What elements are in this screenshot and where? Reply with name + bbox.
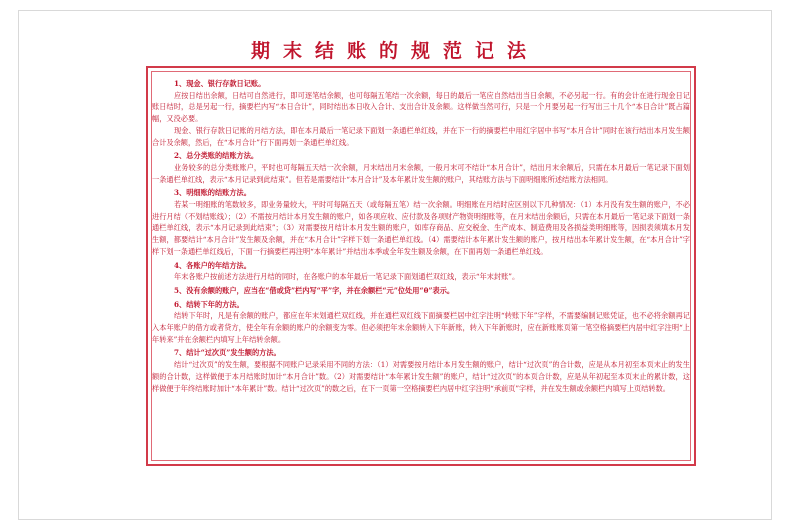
section-3: [152, 187, 690, 257]
zero-symbol-icon: θ: [423, 285, 429, 295]
document-body: [152, 78, 690, 394]
section-heading: 1、现金、银行存款日记账。: [174, 79, 266, 88]
section-paragraph: 年末各账户按前述方法进行月结的同时，在各账户的本年最后一笔记录下面划通栏双红线，表示“年末封账”。: [174, 272, 520, 282]
section-heading: 2、总分类账的结账方法。: [174, 151, 259, 161]
section-5: [152, 285, 690, 297]
section-heading: 6、结转下年的方法。: [174, 299, 244, 309]
section-paragraph: 现金、银行存款日记账的月结方法，即在本月最后一笔记录下面划一条通栏单红线，并在下一行的摘要栏中用红字居中书写“本月合计”同时在该行结出本月发生额合计及余额，然后，在“本月合计”行下面再划一条通栏单红线。: [152, 125, 690, 147]
section-paragraph: 结计“过次页”的发生额，要根据不同账户记录采用不同的方法：（1）对需要按月结计本月发生额的账户，结计“过次页”的合计数，应是从本月初至本页末止的发生额的合计数，这样做便于本月结账时加计“本月合计”数。（2）对需要结计“本年累计发生额”的账户，结计“过次页”的本页合计数，应是从年初起至本页末止的累计数，这样做便于年终结账时加计“本年累计”数。结计“过次页”的数之后，在下一页第一空格摘要栏内居中红字注明“承前页”字样，并在发生额或余额栏内填写上页结转数。: [152, 360, 690, 393]
section-heading-text: 5、没有余额的账户，应当在“借或贷”栏内写“平”字，并在余额栏“元”位处用“: [174, 285, 424, 295]
section-heading-tail: ”表示。: [428, 285, 455, 295]
section-heading: [152, 285, 690, 297]
section-6: [152, 299, 690, 346]
page-title: 期末结账的规范记法: [250, 40, 539, 62]
section-paragraph: 业务较多的总分类账账户，平时也可每隔五天结一次余额，月末结出月末余额，一般月末可不结计“本月合计”，结出月末余额后，只需在本月最后一笔记录下面划一条通栏单红线，表示“本月记录到此结束”。但若是需要结计“本月合计”及本年累计发生额的账户，其结账方法与下面明细账所述结账方法相同。: [152, 162, 690, 184]
section-heading: 4、各账户的年结方法。: [174, 260, 251, 270]
section-7: [152, 347, 690, 394]
section-paragraph: 结转下年时，凡是有余额的账户，都应在年末划通栏双红线，并在通栏双红线下面摘要栏居中红字注明“转账下年”字样，不需要编制记账凭证，也不必将余额再记入本年账户的借方或者贷方，使全年有余额的账户的余额变为零。但必须把年末余额转入下年新账，转入下年新账时，应在新账账页第一笔空格摘要栏内居中红字注明“上年转来”并在余额栏内填写上年结转余额。: [152, 311, 690, 344]
section-paragraph: 应按日结出余额，日结可自然进行，即可逐笔结余额，也可每隔五笔结一次余额，每日的最后一笔应自然结出当日余额，不必另起一行。有的会计在进行现金日记账日结时，总是另起一行，摘要栏内写“本日合计”，同时结出本日收入合计、支出合计及余额。这样做当然可行，只是一个月要另起一行写出三十几个“本日合计”既占篇幅，又没必要。: [152, 90, 690, 124]
section-heading: 3、明细账的结账方法。: [174, 188, 251, 198]
section-1: [152, 78, 690, 148]
section-paragraph: 若某一明细账的笔数较多，即业务量较大，平时可每隔五天（或每隔五笔）结一次余额。明细账在月结时应区别以下几种情况：（1）本月没有发生额的账户，不必进行月结（不划结账线）；（2）不需按月结计本月发生额的账户，如各项应收、应付款及各项财产物资明细账等，在月末结出余额后，只需在本月最后一笔记录下面划一条通栏单红线，表示“本月记录到此结束”；（3）对需要按月结计本月发生额的账户，如库存商品、应交税金、生产成本、制造费用及各损益类明细账等，因损表须填本月发生额，都要结计“本月合计”发生额及余额，并在“本月合计”字样下划一条通栏单红线。（4）需要结计本年累计发生额的账户，按月结出本年累计发生额，在“本月合计”字样下划一条通栏单红线后，下面一行摘要栏再注明“本年累计”并结出本季或全年发生额及余额，在下面再划一条通栏单红线。: [152, 200, 690, 256]
section-4: [152, 260, 690, 283]
section-2: [152, 150, 690, 185]
section-heading: 7、结计“过次页”发生额的方法。: [174, 348, 281, 358]
